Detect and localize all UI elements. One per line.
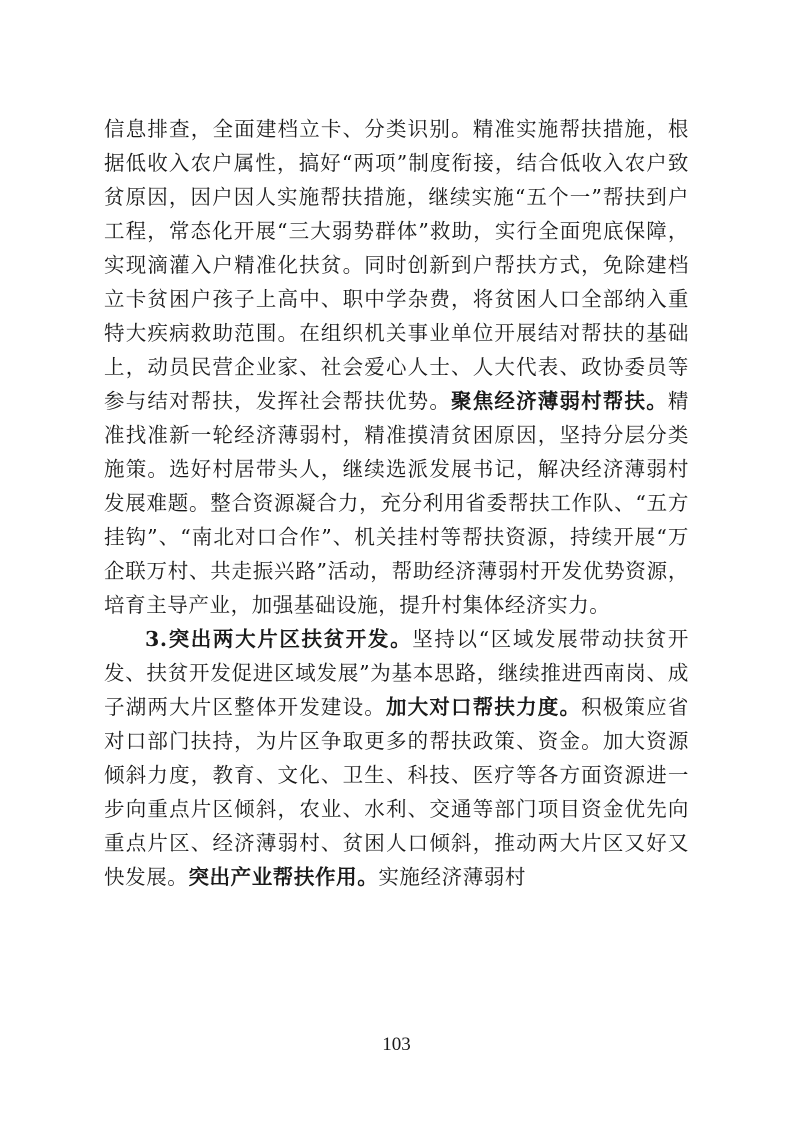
text-segment: 实施经济薄弱村 <box>378 865 527 889</box>
text-segment: 信息排查，全面建档立卡、分类识别。精准实施帮扶措施，根据低收入农户属性，搞好“两项”制度衔接，结合低收入农户致贫原因，因户因人实施帮扶措施，继续实施“五个一”帮扶到户工程，常态化开展“三大弱势群体”救助，实行全面兜底保障，实现滴灌入户精准化扶贫。同时创新到户帮扶方式，免除建档立卡贫困户孩子上高中、职中学杂费，将贫困人口全部纳入重特大疾病救助范围。在组织机关事业单位开展结对帮扶的基础上，动员民营企业家、社会爱心人士、人大代表、政协委员等参与结对帮扶，发挥社会帮扶优势。 <box>104 117 689 413</box>
paragraph-2 <box>104 622 689 894</box>
bold-heading: 突出产业帮扶作用。 <box>188 865 379 889</box>
section-heading: 3.突出两大片区扶贫开发。 <box>145 627 413 651</box>
document-body <box>104 112 689 894</box>
bold-heading: 聚焦经济薄弱村帮扶。 <box>451 389 668 413</box>
text-segment: 精准找准新一轮经济薄弱村，精准摸清贫困原因，坚持分层分类施策。选好村居带头人，继续选派发展书记，解决经济薄弱村发展难题。整合资源凝合力，充分利用省委帮扶工作队、“五方挂钩”、“南北对口合作”、机关挂村等帮扶资源，持续开展“万企联万村、共走振兴路”活动，帮助经济薄弱村开发优势资源，培育主导产业，加强基础设施，提升村集体经济实力。 <box>104 389 690 617</box>
bold-heading: 加大对口帮扶力度。 <box>385 695 582 719</box>
paragraph-1 <box>104 112 689 622</box>
text-segment: 坚持以“区域发展带动扶贫开发、扶贫开发促进区域发展”为基本思路，继续推进西南岗、成子湖两大片区整体开发建设。 <box>104 627 690 719</box>
text-segment: 积极策应省对口部门扶持，为片区争取更多的帮扶政策、资金。加大资源倾斜力度，教育、文化、卫生、科技、医疗等各方面资源进一步向重点片区倾斜，农业、水利、交通等部门项目资金优先向重点片区、经济薄弱村、贫困人口倾斜，推动两大片区又好又快发展。 <box>104 695 690 889</box>
page-number: 103 <box>382 1034 411 1055</box>
